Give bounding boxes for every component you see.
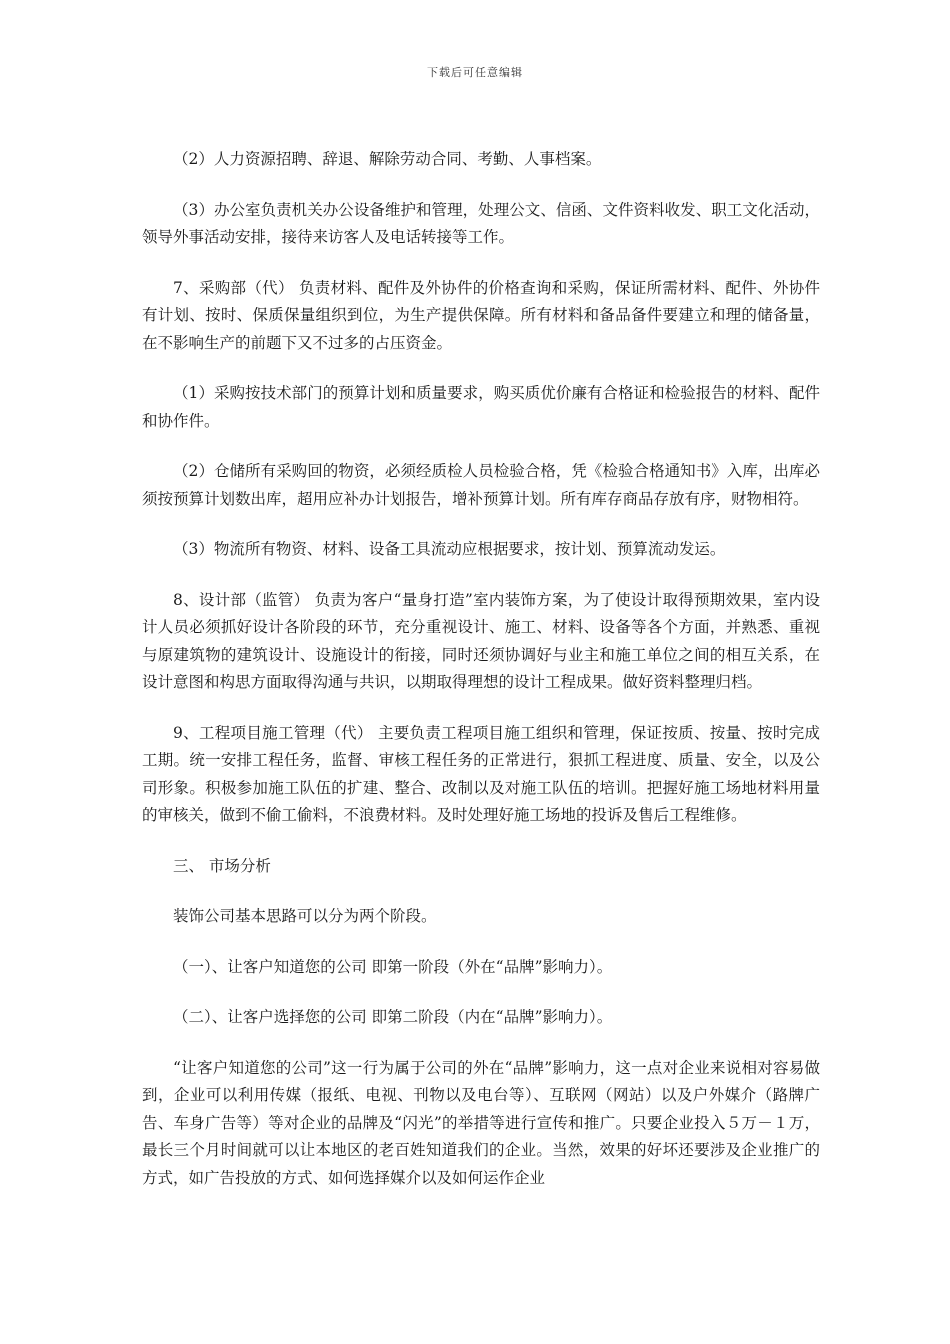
paragraph-stage-one: （一）、让客户知道您的公司 即第一阶段（外在“品牌”影响力）。 bbox=[173, 957, 613, 976]
paragraph-office-duties: （3）办公室负责机关办公设备维护和管理，处理公文、信函、文件资料收发、职工文化活动，领导外事活动安排，接待来访客人及电话转接等工作。 bbox=[142, 200, 820, 246]
paragraph-purchasing-2: （2）仓储所有采购回的物资，必须经质检人员检验合格，凭《检验合格通知书》入库，出库必须按预算计划数出库，超用应补办计划报告，增补预算计划。所有库存商品存放有序，财物相符。 bbox=[142, 462, 820, 508]
paragraph-purchasing-1: （1）采购按技术部门的预算计划和质量要求，购买质优价廉有合格证和检验报告的材料、配件和协作件。 bbox=[142, 384, 820, 430]
paragraph-construction-mgmt: 9、工程项目施工管理（代） 主要负责工程项目施工组织和管理，保证按质、按量、按时完成工期。统一安排工程任务，监督、审核工程任务的正常进行，狠抓工程进度、质量、安全，以及公司形象。积极参加施工队伍的扩建、整合、改制以及对施工队伍的培训。把握好施工场地材料用量的审核关，做到不偷工偷料，不浪费材料。及时处理好施工场地的投诉及售后工程维修。 bbox=[142, 723, 820, 824]
paragraph-purchasing-dept: 7、采购部（代） 负责材料、配件及外协件的价格查询和采购，保证所需材料、配件、外协件有计划、按时、保质保量组织到位，为生产提供保障。所有材料和备品备件要建立和理的储备量，在不影响生产的前题下又不过多的占压资金。 bbox=[142, 278, 820, 352]
paragraph-brand-influence: “让客户知道您的公司”这一行为属于公司的外在“品牌”影响力，这一点对企业来说相对容易做到，企业可以利用传媒（报纸、电视、刊物以及电台等）、互联网（网站）以及户外媒介（路牌广告、车身广告等）等对企业的品牌及“闪光”的举措等进行宣传和推广。只要企业投入５万－１万，最长三个月时间就可以让本地区的老百姓知道我们的企业。当然，效果的好坏还要涉及企业推广的方式，如广告投放的方式、如何选择媒介以及如何运作企业 bbox=[142, 1058, 820, 1187]
paragraph-hr-recruitment: （2）人力资源招聘、辞退、解除劳动合同、考勤、人事档案。 bbox=[173, 150, 602, 168]
document-body bbox=[142, 146, 820, 1215]
paragraph-purchasing-3: （3）物流所有物资、材料、设备工具流动应根据要求，按计划、预算流动发运。 bbox=[173, 540, 726, 558]
page-header: 下载后可任意编辑 bbox=[427, 66, 523, 79]
section-heading-market-analysis: 三、 市场分析 bbox=[173, 856, 271, 875]
paragraph-basic-approach: 装饰公司基本思路可以分为两个阶段。 bbox=[173, 907, 437, 925]
paragraph-stage-two: （二）、让客户选择您的公司 即第二阶段（内在“品牌”影响力）。 bbox=[173, 1008, 613, 1026]
paragraph-design-dept: 8、设计部（监管） 负责为客户“量身打造”室内装饰方案，为了使设计取得预期效果，室内设计人员必须抓好设计各阶段的环节，充分重视设计、施工、材料、设备等各个方面，并熟悉、重视与原建筑物的建筑设计、设施设计的衔接，同时还须协调好与业主和施工单位之间的相互关系，在设计意图和构思方面取得沟通与共识，以期取得理想的设计工程成果。做好资料整理归档。 bbox=[142, 590, 820, 691]
